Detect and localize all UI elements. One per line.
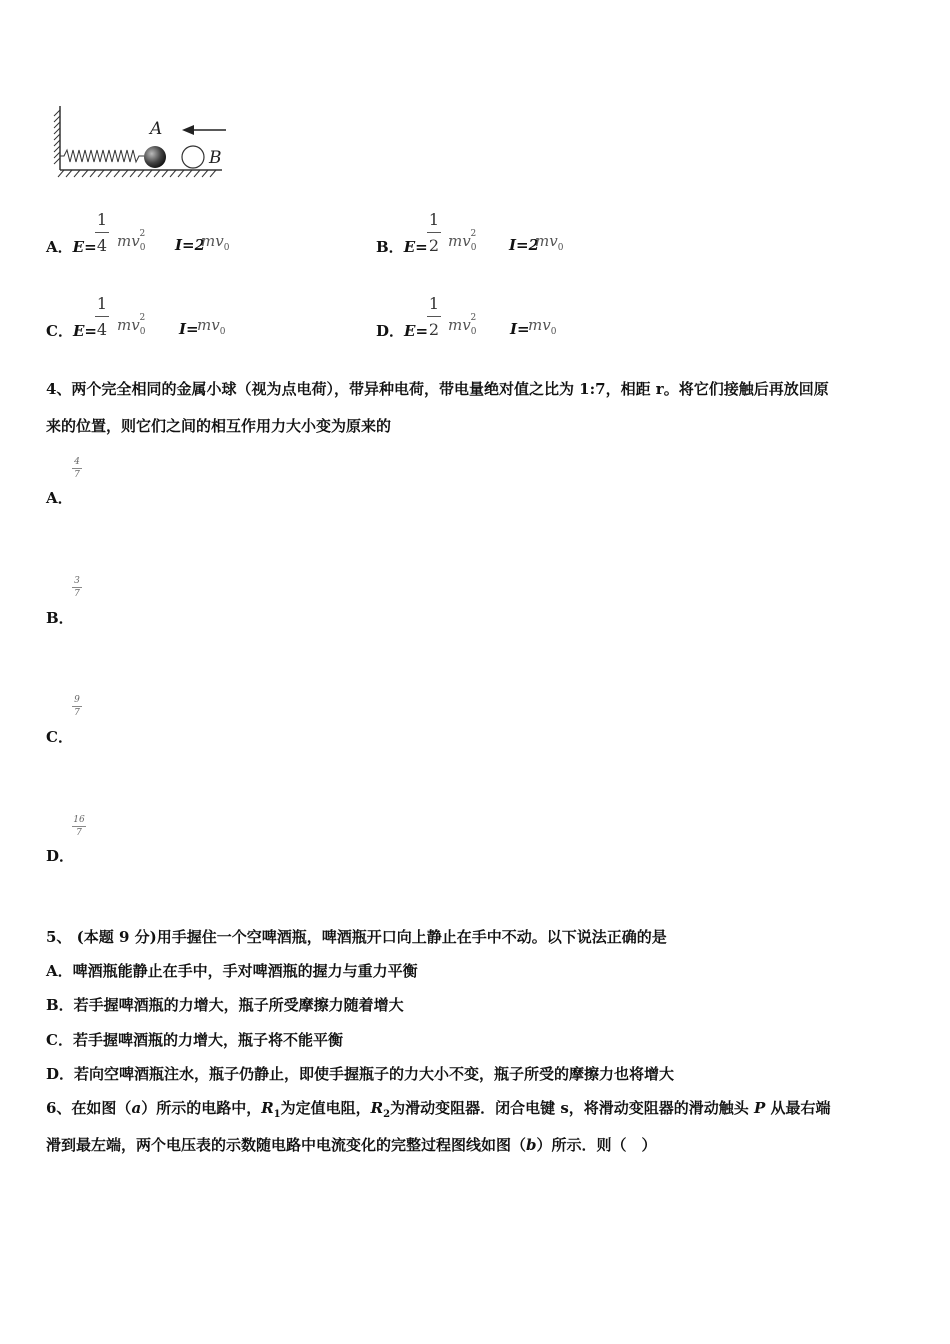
q3-d-mv0: $mv_0$ [528, 316, 557, 337]
spring [60, 150, 144, 162]
q5-stem: 5、 (本题 9 分)用手握住一个空啤酒瓶，啤酒瓶开口向上静止在手中不动。以下说法正确的是 [46, 928, 667, 946]
q6-stem-line2: 滑到最左端，两个电压表的示数随电路中电流变化的完整过程图线如图（b）所示．则（ ） [46, 1136, 657, 1154]
ball-a [144, 146, 166, 168]
spring-collision-figure [44, 100, 234, 182]
q3-c-mv0: $mv_0$ [197, 316, 226, 337]
q4-option-a: A． [46, 489, 73, 507]
q4-a-fraction: 4 7 [72, 457, 82, 480]
q4-b-fraction: 3 7 [72, 576, 82, 599]
q3-d-mv-squared: $mv_0^2$ [448, 313, 477, 337]
ball-b [182, 146, 204, 168]
q4-stem-line1: 4、两个完全相同的金属小球（视为点电荷），带异种电荷，带电量绝对值之比为 1:7，相距 r。将它们接触后再放回原 [46, 380, 829, 398]
q5-option-b: B．若手握啤酒瓶的力增大，瓶子所受摩擦力随着增大 [46, 996, 404, 1014]
option-letter: A． [46, 238, 73, 256]
label-a: A [150, 119, 163, 139]
q3-option-d: D．E= [376, 322, 429, 340]
q4-stem-line2: 来的位置，则它们之间的相互作用力大小变为原来的 [46, 417, 392, 435]
q5-option-a: A．啤酒瓶能静止在手中，手对啤酒瓶的握力与重力平衡 [46, 962, 418, 980]
q3-b-mv-squared: $mv_0^2$ [448, 229, 477, 253]
q3-option-b: B．E= [376, 238, 428, 256]
arrow-head [182, 125, 194, 135]
label-b: B [209, 148, 222, 168]
q5-option-c: C．若手握啤酒瓶的力增大，瓶子将不能平衡 [46, 1031, 343, 1049]
q6-stem-line1: 6、在如图（a）所示的电路中，$R_1$为定值电阻，$R_2$为滑动变阻器．闭合电键 s，将滑动变阻器的滑动触头 P 从最右端 [46, 1099, 831, 1120]
q3-d-impulse: I= [510, 320, 530, 338]
q3-a-mv0: $mv_0$ [201, 232, 230, 253]
q4-option-d: D． [46, 847, 75, 865]
q4-option-b: B． [46, 609, 74, 627]
q4-c-fraction: 9 7 [72, 695, 82, 718]
q3-b-mv0: $mv_0$ [535, 232, 564, 253]
q3-c-fraction: 1 4 [96, 294, 108, 339]
q4-d-fraction: 16 7 [73, 815, 85, 838]
q3-a-mv-squared: $mv_0^2$ [117, 229, 146, 253]
q3-a-impulse: I=2 [175, 236, 206, 254]
q3-d-fraction: 1 2 [428, 294, 440, 339]
q3-b-fraction: 1 2 [428, 210, 440, 255]
q5-option-d: D．若向空啤酒瓶注水，瓶子仍静止，即使手握瓶子的力大小不变，瓶子所受的摩擦力也将增大 [46, 1065, 675, 1083]
q3-b-impulse: I=2 [509, 236, 540, 254]
q3-a-fraction: 1 4 [96, 210, 108, 255]
q3-c-impulse: I= [179, 320, 199, 338]
floor-hatching [58, 170, 216, 177]
e-prefix: E= [72, 238, 97, 256]
q3-option-c: C．E= [46, 322, 97, 340]
wall-hatching [54, 110, 60, 164]
q3-option-a [46, 236, 97, 257]
q4-option-c: C． [46, 728, 73, 746]
q3-c-mv-squared: $mv_0^2$ [117, 313, 146, 337]
